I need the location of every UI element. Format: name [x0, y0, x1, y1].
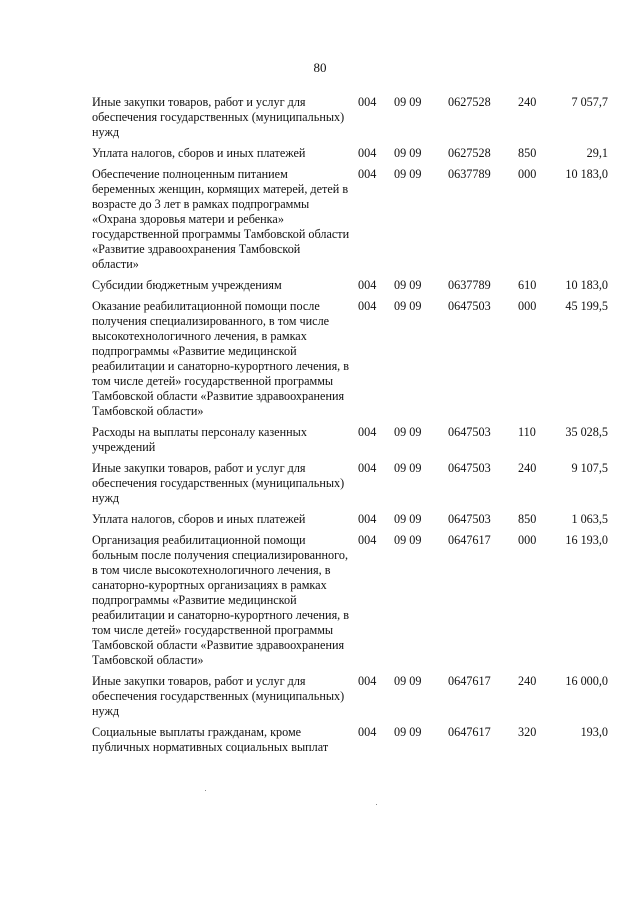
row-description: Иные закупки товаров, работ и услуг для обеспечения государственных (муниципальных) нужд	[92, 461, 345, 505]
ministry-code: 004	[358, 299, 377, 313]
target-article-code: 0627528	[448, 146, 491, 160]
amount-value: 10 183,0	[565, 278, 608, 292]
ministry-code: 004	[358, 533, 377, 547]
table-row	[92, 425, 608, 455]
table-row	[92, 95, 608, 140]
section-code: 09 09	[394, 95, 422, 109]
amount-value: 16 000,0	[565, 674, 608, 688]
amount-value: 193,0	[580, 725, 608, 739]
ministry-code: 004	[358, 461, 377, 475]
target-article-code: 0637789	[448, 278, 491, 292]
expense-type-code: 000	[518, 167, 537, 181]
amount-value: 1 063,5	[571, 512, 608, 526]
section-code: 09 09	[394, 461, 422, 475]
table-row	[92, 512, 608, 527]
target-article-code: 0647503	[448, 461, 491, 475]
target-article-code: 0647503	[448, 425, 491, 439]
amount-value: 29,1	[586, 146, 608, 160]
section-code: 09 09	[394, 533, 422, 547]
expense-type-code: 610	[518, 278, 537, 292]
table-row	[92, 146, 608, 161]
expense-type-code: 850	[518, 512, 537, 526]
row-description: Иные закупки товаров, работ и услуг для обеспечения государственных (муниципальных) нужд	[92, 95, 345, 139]
row-description: Уплата налогов, сборов и иных платежей	[92, 146, 306, 160]
expense-type-code: 000	[518, 533, 537, 547]
budget-table	[92, 95, 608, 761]
target-article-code: 0647617	[448, 725, 491, 739]
ministry-code: 004	[358, 425, 377, 439]
amount-value: 7 057,7	[571, 95, 608, 109]
ministry-code: 004	[358, 674, 377, 688]
section-code: 09 09	[394, 167, 422, 181]
table-row	[92, 461, 608, 506]
table-row	[92, 533, 608, 668]
row-description: Организация реабилитационной помощи больным после получения специализированного, в том числе высокотехнологичного лечения, в санаторно-курортных организациях в рамках подпрограммы «Развитие медицинской реабилитации и санаторно-курортного лечения, в том числе детей» государственной программы Тамбовской области «Развитие здравоохранения Тамбовской области»	[92, 533, 350, 667]
amount-value: 45 199,5	[565, 299, 608, 313]
amount-value: 16 193,0	[565, 533, 608, 547]
row-description: Обеспечение полноценным питанием беременных женщин, кормящих матерей, детей в возрасте до 3 лет в рамках подпрограммы «Охрана здоровья матери и ребенка» государственной программы Тамбовской области «Развитие здравоохранения Тамбовской области»	[92, 167, 350, 271]
row-description: Субсидии бюджетным учреждениям	[92, 278, 282, 292]
amount-value: 9 107,5	[571, 461, 608, 475]
row-description: Иные закупки товаров, работ и услуг для обеспечения государственных (муниципальных) нужд	[92, 674, 345, 718]
table-row	[92, 725, 608, 755]
row-description: Уплата налогов, сборов и иных платежей	[92, 512, 306, 526]
section-code: 09 09	[394, 425, 422, 439]
table-row	[92, 167, 608, 272]
ministry-code: 004	[358, 95, 377, 109]
ministry-code: 004	[358, 512, 377, 526]
table-row	[92, 299, 608, 419]
ministry-code: 004	[358, 278, 377, 292]
ministry-code: 004	[358, 146, 377, 160]
ministry-code: 004	[358, 167, 377, 181]
target-article-code: 0637789	[448, 167, 491, 181]
row-description: Расходы на выплаты персоналу казенных учреждений	[92, 425, 307, 454]
scan-speck	[376, 804, 377, 805]
section-code: 09 09	[394, 146, 422, 160]
section-code: 09 09	[394, 725, 422, 739]
target-article-code: 0647617	[448, 533, 491, 547]
table-row	[92, 674, 608, 719]
expense-type-code: 000	[518, 299, 537, 313]
amount-value: 10 183,0	[565, 167, 608, 181]
section-code: 09 09	[394, 674, 422, 688]
page-number: 80	[313, 60, 327, 75]
expense-type-code: 850	[518, 146, 537, 160]
table-row	[92, 278, 608, 293]
row-description: Социальные выплаты гражданам, кроме публичных нормативных социальных выплат	[92, 725, 329, 754]
target-article-code: 0647617	[448, 674, 491, 688]
target-article-code: 0647503	[448, 299, 491, 313]
expense-type-code: 240	[518, 95, 537, 109]
target-article-code: 0647503	[448, 512, 491, 526]
section-code: 09 09	[394, 278, 422, 292]
target-article-code: 0627528	[448, 95, 491, 109]
expense-type-code: 110	[518, 425, 536, 439]
row-description: Оказание реабилитационной помощи после получения специализированного, в том числе высокотехнологичного лечения, в рамках подпрограммы «Развитие медицинской реабилитации и санаторно-курортного лечения, в том числе детей» государственной программы Тамбовской области «Развитие здравоохранения Тамбовской области»	[92, 299, 350, 418]
amount-value: 35 028,5	[565, 425, 608, 439]
expense-type-code: 240	[518, 461, 537, 475]
expense-type-code: 320	[518, 725, 537, 739]
expense-type-code: 240	[518, 674, 537, 688]
section-code: 09 09	[394, 512, 422, 526]
ministry-code: 004	[358, 725, 377, 739]
scan-speck	[205, 790, 206, 791]
section-code: 09 09	[394, 299, 422, 313]
